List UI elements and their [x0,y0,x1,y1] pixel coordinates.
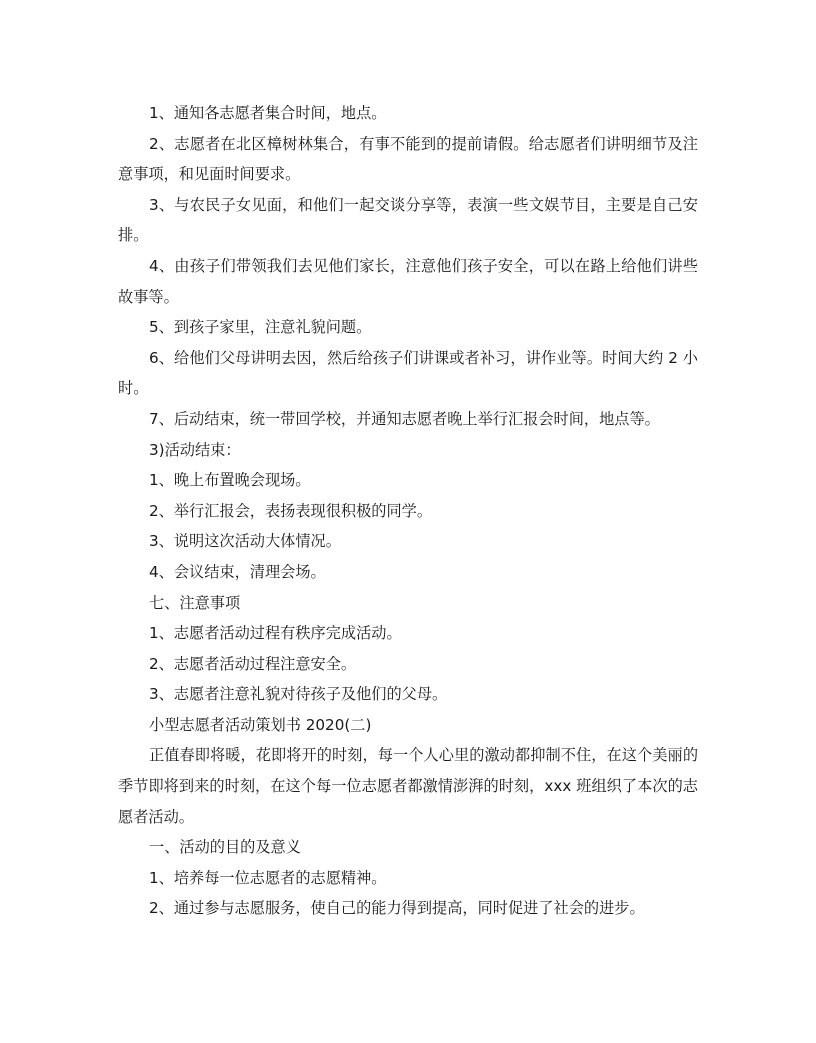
paragraph: 7、后动结束，统一带回学校，并通知志愿者晚上举行汇报会时间，地点等。 [149,409,660,428]
paragraph: 4、会议结束，清理会场。 [149,562,326,581]
paragraph: 1、培养每一位志愿者的志愿精神。 [149,868,387,887]
paragraph: 2、志愿者在北区樟树林集合，有事不能到的提前请假。给志愿者们讲明细节及注意事项，和见面时间要求。 [118,134,698,184]
paragraph: 正值春即将暖，花即将开的时刻，每一个人心里的激动都抑制不住，在这个美丽的季节即将到来的时刻，在这个每一位志愿者都激情澎湃的时刻，xxx 班组织了本次的志愿者活动。 [118,746,698,826]
section-heading: 七、注意事项 [149,593,241,612]
paragraph: 2、志愿者活动过程注意安全。 [149,654,357,673]
paragraph: 5、到孩子家里，注意礼貌问题。 [149,318,372,337]
document-body [118,98,698,924]
paragraph: 1、志愿者活动过程有秩序完成活动。 [149,624,402,643]
paragraph: 1、晚上布置晚会现场。 [149,471,311,490]
paragraph: 3、与农民子女见面，和他们一起交谈分享等，表演一些文娱节目，主要是自己安排。 [118,195,698,245]
paragraph: 1、通知各志愿者集合时间，地点。 [149,104,387,122]
paragraph: 2、通过参与志愿服务，使自己的能力得到提高，同时促进了社会的进步。 [149,899,645,918]
paragraph: 3、志愿者注意礼貌对待孩子及他们的父母。 [149,685,448,704]
paragraph: 3、说明这次活动大体情况。 [149,532,341,551]
paragraph: 4、由孩子们带领我们去见他们家长，注意他们孩子安全，可以在路上给他们讲些故事等。 [118,256,698,306]
section-heading: 一、活动的目的及意义 [149,838,301,857]
paragraph: 6、给他们父母讲明去因，然后给孩子们讲课或者补习，讲作业等。时间大约 2 小时。 [118,348,698,398]
document-title: 小型志愿者活动策划书 2020(二) [149,715,372,734]
paragraph: 2、举行汇报会，表扬表现很积极的同学。 [149,501,433,520]
section-subheading: 3)活动结束： [149,440,241,459]
